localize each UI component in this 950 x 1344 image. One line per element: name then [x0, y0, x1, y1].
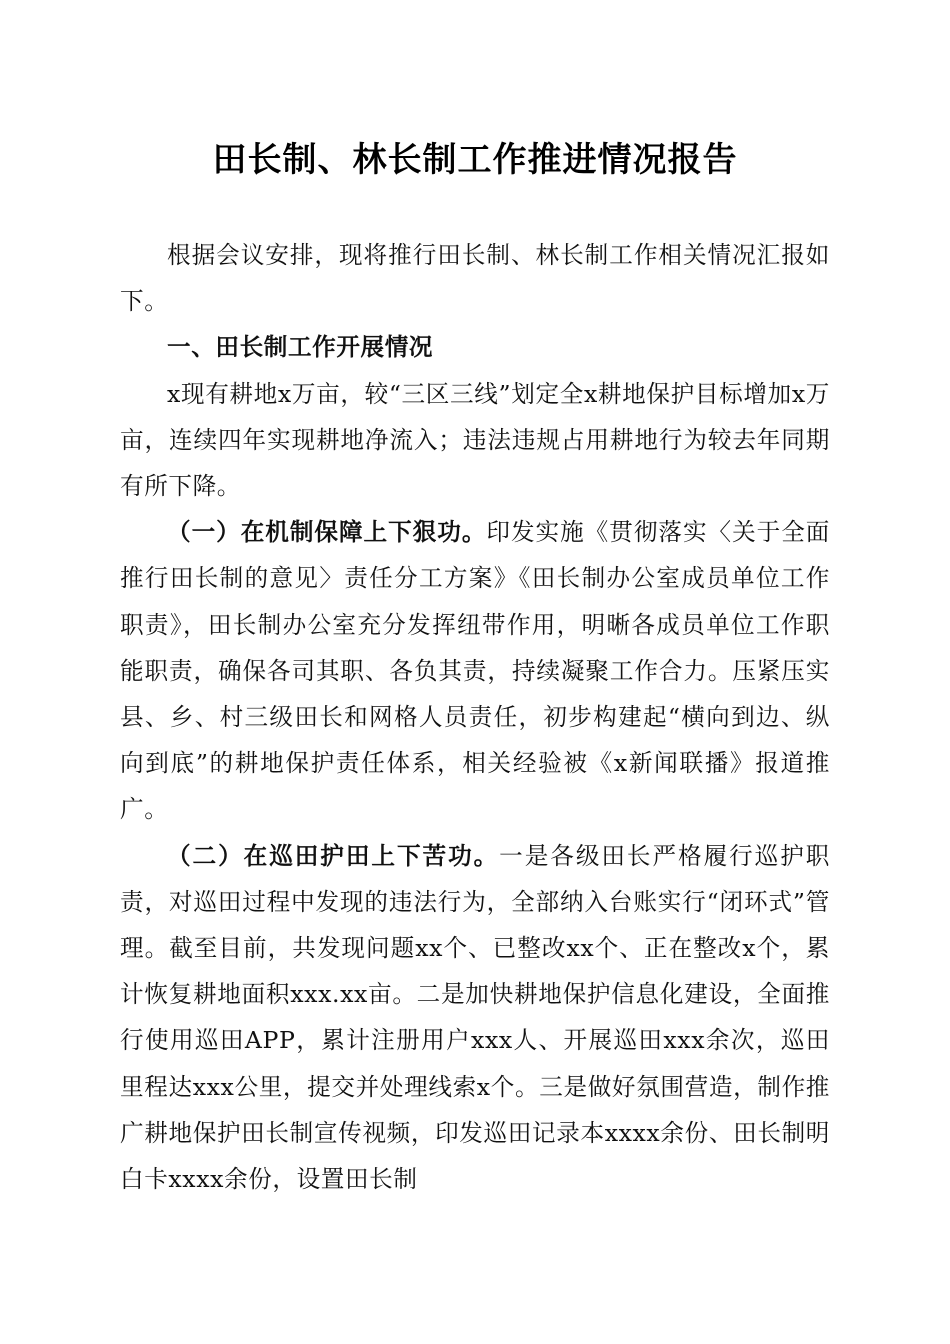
document-title: 田长制、林长制工作推进情况报告: [212, 140, 738, 180]
subsection-2-paragraph: [120, 833, 830, 1203]
intro-paragraph: 根据会议安排，现将推行田长制、林长制工作相关情况汇报如下。: [120, 241, 830, 316]
subsection-2-text: 一是各级田长严格履行巡护职责，对巡田过程中发现的违法行为，全部纳入台账实行“闭环式”管理。截至目前，共发现问题xx个、已整改xx个、正在整改x个，累计恢复耕地面积xxx.xx亩。二是加快耕地保护信息化建设，全面推行使用巡田APP，累计注册用户xxx人、开展巡田xxx余次，巡田里程达xxx公里，提交并处理线索x个。三是做好氛围营造，制作推广耕地保护田长制宣传视频，印发巡田记录本xxxx余份、田长制明白卡xxxx余份，设置田长制: [120, 841, 830, 1194]
document-body: [120, 232, 830, 1202]
section-heading: 一、田长制工作开展情况: [167, 333, 434, 362]
subsection-1-text: 印发实施《贯彻落实〈关于全面推行田长制的意见〉责任分工方案》《田长制办公室成员单位工作职责》，田长制办公室充分发挥纽带作用，明晰各成员单位工作职能职责，确保各司其职、各负其责，持续凝聚工作合力。压紧压实县、乡、村三级田长和网格人员责任，初步构建起“横向到边、纵向到底”的耕地保护责任体系，相关经验被《x新闻联播》报道推广。: [120, 518, 830, 824]
overview-paragraph: x现有耕地x万亩，较“三区三线”划定全x耕地保护目标增加x万亩，连续四年实现耕地净流入；违法违规占用耕地行为较去年同期有所下降。: [120, 379, 830, 501]
subsection-2-lead: （二）在巡田护田上下苦功。: [167, 841, 500, 870]
subsection-1-lead: （一）在机制保障上下狠功。: [167, 518, 487, 547]
subsection-1-paragraph: [120, 509, 830, 832]
